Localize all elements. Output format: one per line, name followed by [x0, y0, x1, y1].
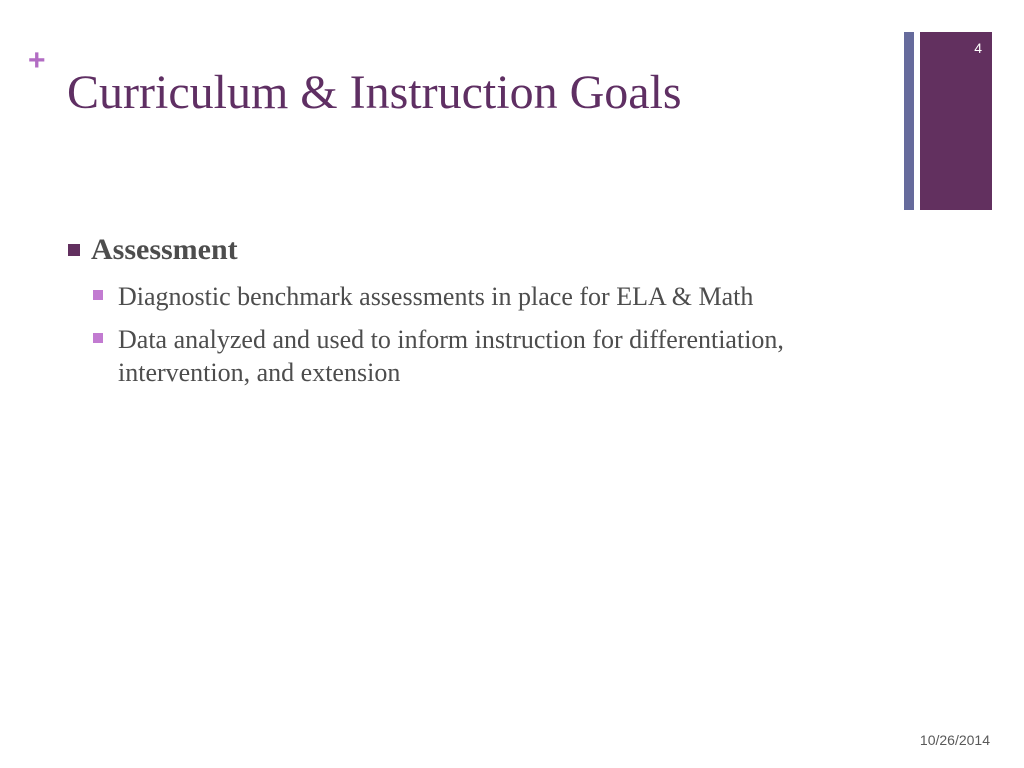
- list-item-text: Diagnostic benchmark assessments in place for ELA & Math: [118, 282, 754, 311]
- slide-title: Curriculum & Instruction Goals: [67, 66, 682, 119]
- square-bullet-icon: [93, 333, 103, 343]
- bullet-heading: [68, 232, 238, 268]
- list-item: [93, 280, 853, 313]
- bullet-sublist: [93, 280, 853, 399]
- square-bullet-icon: [93, 290, 103, 300]
- accent-bar-thin: [904, 32, 914, 210]
- list-item: [93, 323, 853, 389]
- accent-bar-thick: [920, 32, 992, 210]
- square-bullet-icon: [68, 244, 80, 256]
- list-item-text: Data analyzed and used to inform instruction for differentiation, intervention, and extension: [118, 325, 784, 387]
- slide-date: 10/26/2014: [919, 732, 990, 748]
- slide-number: 4: [974, 40, 982, 56]
- bullet-heading-text: Assessment: [91, 233, 238, 266]
- plus-icon: +: [28, 44, 46, 77]
